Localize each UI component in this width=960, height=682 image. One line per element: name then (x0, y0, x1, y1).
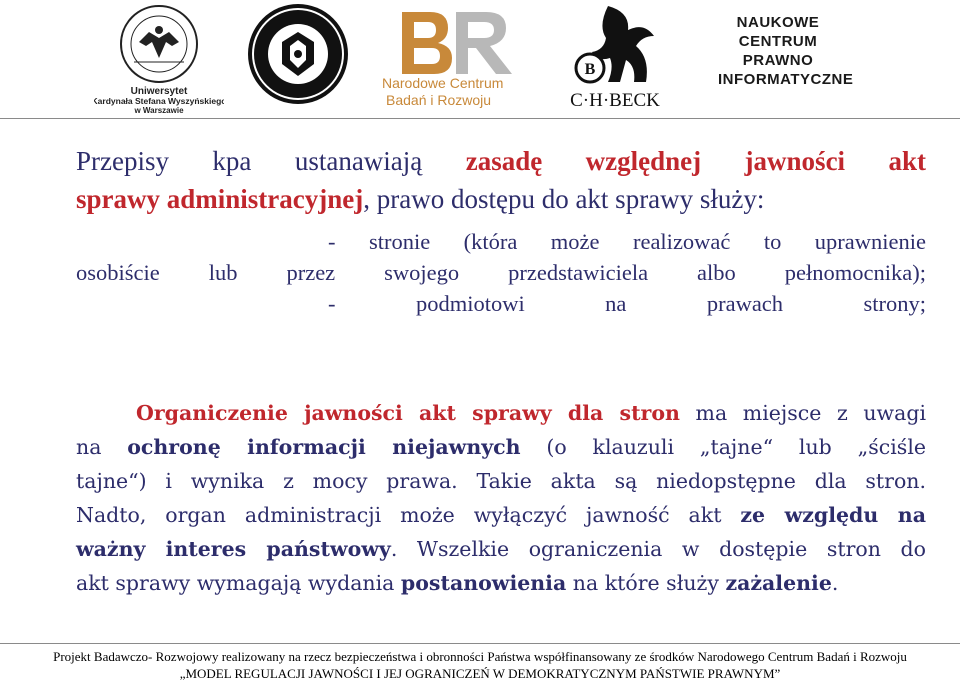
access-item-1-cont: osobiście lub przez swojego przedstawiciela albo pełnomocnika); (76, 260, 926, 285)
footer-line-1: Projekt Badawczo- Rozwojowy realizowany na rzecz bezpieczeństwa i obronności Państwa współfinansowany ze środków Narodowego Centrum Badań i Rozwoju (53, 649, 907, 664)
restriction-text-6e: . (831, 571, 839, 595)
intro-text-b: , prawo dostępu do akt sprawy służy: (363, 184, 765, 214)
footer-divider (0, 643, 960, 644)
restriction-line-3: tajne“) i wynika z mocy prawa. Takie akta są niedopstępne dla stron. (76, 469, 926, 493)
restriction-text-5b: . Wszelkie ograniczenia w dostępie stron do (390, 537, 926, 561)
svg-text:w Warszawie: w Warszawie (134, 106, 184, 114)
ncpi-logo (718, 14, 854, 104)
svg-text:Badań i Rozwoju: Badań i Rozwoju (386, 92, 492, 108)
griffin-icon (570, 2, 660, 110)
intro-line-2 (76, 180, 926, 218)
ncpi-line-4: INFORMATYCZNE (718, 71, 854, 88)
ncbr-logo (372, 4, 542, 108)
ncbr-mark-icon (372, 4, 542, 108)
state-interest-emphasis-b: ważny interes państwowy (76, 537, 391, 561)
restriction-line-1 (76, 396, 926, 430)
svg-text:B: B (584, 61, 596, 78)
restriction-text-6a: akt sprawy wymagają wydania (76, 571, 401, 595)
svg-text:Narodowe Centrum: Narodowe Centrum (382, 75, 504, 91)
complaint-emphasis: zażalenie (725, 571, 832, 595)
restriction-paragraph (76, 396, 926, 600)
restriction-line-2 (76, 430, 926, 464)
footer-line-2: „MODEL REGULACJI JAWNOŚCI I JEJ OGRANICZEŃ W DEMOKRATYCZNYM PAŃSTWIE PRAWNYM” (179, 666, 781, 681)
ncpi-line-2: CENTRUM (738, 33, 818, 50)
restriction-text-2c: (o klauzuli „tajne“ lub „ściśle (520, 435, 927, 459)
ncpi-line-3: PRAWNO (742, 52, 814, 69)
access-item-1: - stronie (która może realizować to uprawnienie (328, 229, 926, 254)
restriction-text-4a: Nadto, organ administracji może wyłączyć jawność akt (76, 503, 741, 527)
ncpi-line-1: NAUKOWE (736, 14, 820, 31)
uksw-seal-icon (94, 2, 224, 114)
header-logos (0, 0, 960, 118)
intro-paragraph (76, 142, 926, 218)
restriction-line-5 (76, 532, 926, 566)
svg-text:C·H·BECK: C·H·BECK (570, 90, 660, 110)
restriction-line-6 (76, 566, 926, 600)
classified-info-emphasis: ochronę informacji niejawnych (127, 435, 521, 459)
uksw-logo (94, 2, 224, 114)
intro-line-1 (76, 142, 926, 180)
restriction-text-1: ma miejsce z uwagi (679, 401, 927, 425)
svg-text:Uniwersytet: Uniwersytet (130, 86, 188, 97)
uwr-seal-icon (246, 2, 350, 106)
ch-beck-logo (570, 2, 660, 110)
decision-emphasis: postanowienia (400, 571, 567, 595)
intro-emphasis-a: zasadę względnej jawności akt (465, 146, 926, 176)
state-interest-emphasis-a: ze względu na (740, 503, 926, 527)
intro-text-a: Przepisy kpa ustanawiają (76, 146, 466, 176)
restriction-text-2a: na (76, 435, 128, 459)
restriction-line-4 (76, 498, 926, 532)
header-divider (0, 118, 960, 119)
uwr-logo (246, 2, 350, 106)
restriction-text-6c: na które służy (566, 571, 726, 595)
svg-text:Kardynała Stefana Wyszyńskiego: Kardynała Stefana Wyszyńskiego (94, 96, 224, 106)
access-item-2: - podmiotowi na prawach strony; (328, 291, 926, 316)
footer (0, 648, 960, 682)
restriction-emphasis: Organiczenie jawności akt sprawy dla stron (136, 401, 680, 425)
access-list (76, 226, 926, 319)
intro-emphasis-b: sprawy administracyjnej (76, 184, 364, 214)
